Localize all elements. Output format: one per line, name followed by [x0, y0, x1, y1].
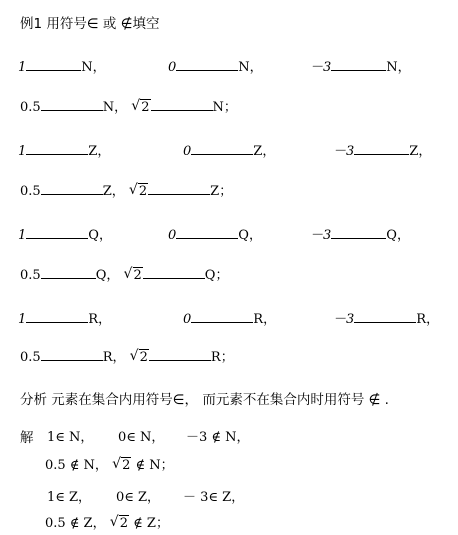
- answer-blank[interactable]: [41, 266, 96, 279]
- answer-blank[interactable]: [354, 310, 416, 323]
- sqrt-2: √ 2: [109, 514, 129, 531]
- row-4: 0.5 Z， √ 2 Z；: [20, 182, 233, 199]
- analysis-text: 分析 元素在集合内用符号∈， 而元素不在集合内时用符号 ∉ .: [20, 392, 389, 408]
- answer-blank[interactable]: [143, 266, 205, 279]
- solution-label: 解: [20, 430, 34, 446]
- set-label: N，: [81, 60, 106, 75]
- sqrt-2: √ 2: [112, 456, 131, 473]
- solution-line-1: [20, 430, 34, 447]
- answer-blank[interactable]: [176, 226, 238, 239]
- answer-blank[interactable]: [148, 182, 210, 195]
- answer-blank[interactable]: [26, 142, 88, 155]
- answer-blank[interactable]: [41, 182, 103, 195]
- row-5: 1 Q，: [18, 228, 112, 243]
- answer-blank[interactable]: [26, 310, 88, 323]
- element-0: 0: [168, 60, 177, 75]
- row-2: [20, 98, 237, 116]
- element-neg3: －3: [310, 60, 332, 75]
- sqrt-2: √ 2: [123, 266, 142, 283]
- answer-blank[interactable]: [331, 226, 386, 239]
- answer-blank[interactable]: [26, 58, 81, 71]
- answer-blank[interactable]: [26, 226, 88, 239]
- row-3: 1 Z，: [18, 144, 111, 159]
- example-title: 例1 用符号∈ 或 ∉填空: [20, 16, 160, 32]
- answer-blank[interactable]: [149, 348, 211, 361]
- set-label: N，: [102, 100, 128, 115]
- element-1: 1: [18, 60, 27, 75]
- solution-line-4: 0.5 ∉ Z， √ 2 ∉ Z；: [45, 514, 169, 531]
- sqrt-2: √ 2: [131, 98, 150, 115]
- row-6: 0.5 Q， √ 2 Q；: [20, 266, 229, 283]
- answer-blank[interactable]: [41, 348, 103, 361]
- element-0-5: 0.5: [20, 100, 41, 115]
- answer-blank[interactable]: [176, 58, 238, 71]
- solution-line-2: 0.5 ∉ N， √ 2 ∉ N；: [45, 456, 174, 473]
- set-label: N，: [238, 60, 263, 75]
- solution-line-3: 1∈ Z，: [47, 490, 92, 505]
- set-label: N；: [212, 100, 237, 115]
- sqrt-2: √ 2: [128, 182, 148, 199]
- sqrt-2: √ 2: [129, 348, 148, 365]
- answer-blank[interactable]: [41, 98, 103, 111]
- answer-blank[interactable]: [354, 142, 409, 155]
- row-1: [18, 58, 106, 76]
- answer-blank[interactable]: [191, 310, 253, 323]
- row-7: 1 R，: [18, 312, 112, 327]
- set-label: N，: [386, 60, 411, 75]
- row-8: 0.5 R， √ 2 R；: [20, 348, 234, 365]
- answer-blank[interactable]: [151, 98, 213, 111]
- answer-blank[interactable]: [191, 142, 253, 155]
- answer-blank[interactable]: [331, 58, 386, 71]
